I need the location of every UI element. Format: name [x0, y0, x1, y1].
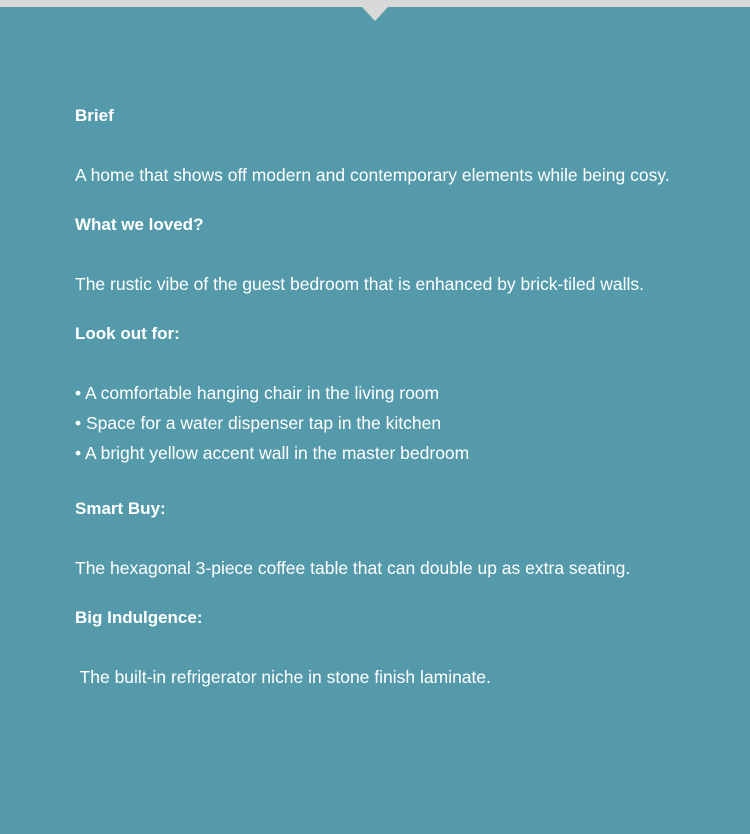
divider-notch-icon [362, 7, 388, 21]
brief-text: A home that shows off modern and contemporary elements while being cosy. [75, 165, 670, 185]
list-item: • A bright yellow accent wall in the master bedroom [75, 443, 470, 463]
lookout-heading: Look out for: [75, 324, 180, 343]
indulgence-heading: Big Indulgence: [75, 608, 203, 627]
smart-buy-heading: Smart Buy: [75, 499, 166, 518]
top-divider-strip [0, 0, 750, 7]
loved-heading: What we loved? [75, 215, 204, 234]
loved-text: The rustic vibe of the guest bedroom that is enhanced by brick-tiled walls. [75, 274, 645, 294]
lookout-list [75, 378, 715, 468]
list-item: • Space for a water dispenser tap in the kitchen [75, 413, 442, 433]
indulgence-text: The built-in refrigerator niche in stone finish laminate. [75, 667, 492, 687]
brief-heading: Brief [75, 106, 114, 125]
description-panel [75, 104, 715, 692]
list-item: • A comfortable hanging chair in the living room [75, 383, 440, 403]
smart-buy-text: The hexagonal 3-piece coffee table that can double up as extra seating. [75, 558, 631, 578]
